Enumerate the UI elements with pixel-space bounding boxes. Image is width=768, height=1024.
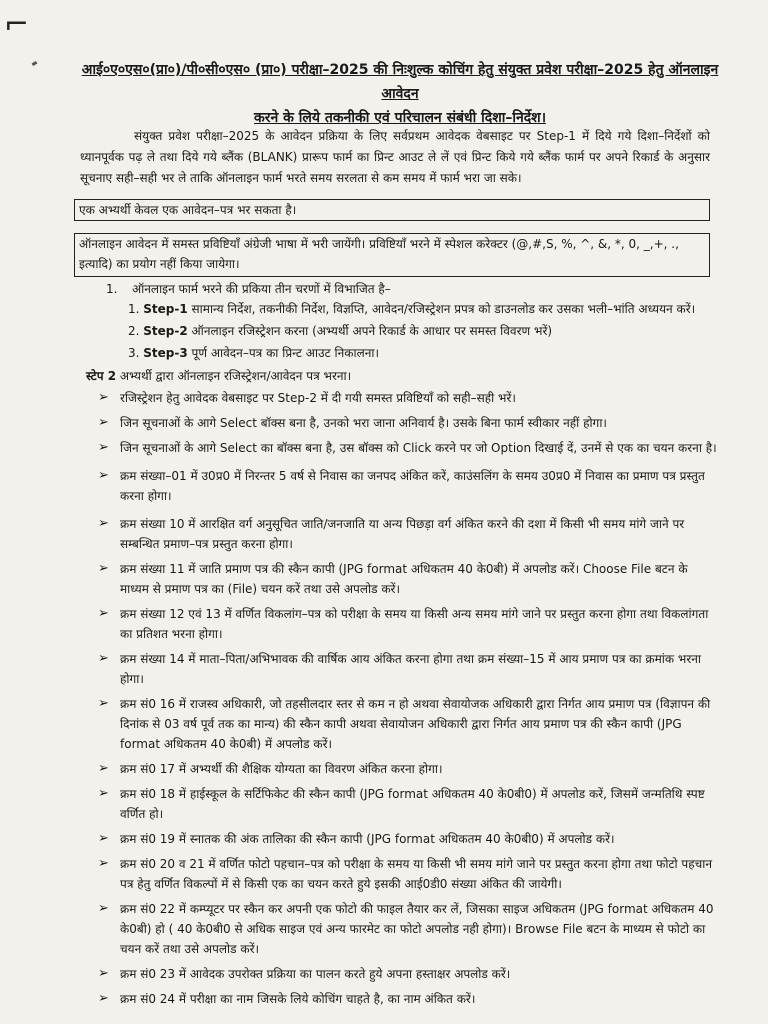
- step-number: 3.: [128, 346, 140, 360]
- list-item-text: जिन सूचनाओं के आगे Select का बॉक्स बना है, उस बॉक्स को Click करने पर जो Option दिखाई दें, उनमें से एक का चयन करना है।: [120, 441, 717, 455]
- arrow-bullet-icon: ➢: [98, 415, 109, 430]
- arrow-bullet-icon: ➢: [98, 856, 109, 871]
- step-label: Step-2: [143, 324, 188, 338]
- step-item: [128, 342, 688, 364]
- list-item-text: क्रम सं0 19 में स्नातक की अंक तालिका की स्कैन कापी (JPG format अधिकतम 40 के0बी0) में अपलोड करें।: [120, 832, 615, 846]
- list-item: [98, 899, 718, 959]
- list-item: [98, 559, 718, 599]
- list-item-text: क्रम सं0 22 में कम्प्यूटर पर स्कैन कर अपनी एक फोटो की फाइल तैयार कर लें, जिसका साइज अधिकतम (JPG format अधिकतम 40 के0बी) हो ( 40 के0बी0 से अधिक साइज एवं अन्य फारमेट का फोटो अपलोड नही होगा)। Browse File बटन के माध्यम से फोटो का चयन करें तथा उसे अपलोड करें।: [120, 902, 714, 956]
- steps-heading-text: ऑनलाइन फार्म भरने की प्रकिया तीन चरणों में विभाजित है–: [132, 282, 391, 296]
- step-text: सामान्य निर्देश, तकनीकी निर्देश, विज्ञप्ति, आवेदन/रजिस्ट्रेशन प्रपत्र को डाउनलोड कर उसका भली–भांति अध्ययन करें।: [191, 302, 696, 316]
- list-item-text: जिन सूचनाओं के आगे Select बॉक्स बना है, उनको भरा जाना अनिवार्य है। उसके बिना फार्म स्वीकार नहीं होगा।: [120, 416, 607, 430]
- list-item: [98, 854, 718, 894]
- list-item-text: क्रम संख्या–01 में उ0प्र0 में निरन्तर 5 वर्ष से निवास का जनपद अंकित करें, काउंसलिंग के समय उ0प्र0 में निवास का प्रमाण पत्र प्रस्तुत करना होगा।: [120, 469, 705, 503]
- title-line-1: आई०ए०एस०(प्रा०)/पी०सी०एस० (प्रा०) परीक्षा–2025 की निःशुल्क कोचिंग हेतु संयुक्त प्रवेश परीक्षा–2025 हेतु ऑनलाइन आवेदन: [81, 62, 719, 102]
- arrow-bullet-icon: ➢: [98, 786, 109, 801]
- instruction-list: [98, 388, 718, 1014]
- corner-bracket-mark: ⌐: [4, 7, 30, 42]
- arrow-bullet-icon: ➢: [98, 516, 109, 531]
- list-item: [98, 694, 718, 754]
- step-label: Step-3: [143, 346, 188, 360]
- note-box-single-application: एक अभ्यर्थी केवल एक आवेदन–पत्र भर सकता है।: [74, 199, 710, 221]
- step-text: पूर्ण आवेदन–पत्र का प्रिन्ट आउट निकालना।: [191, 346, 380, 360]
- intro-paragraph: संयुक्त प्रवेश परीक्षा–2025 के आवेदन प्रक्रिया के लिए सर्वप्रथम आवेदक वेबसाइट पर Step-1 में दिये गये दिशा–निर्देशों को ध्यानपूर्वक पढ़ ले तथा दिये गये ब्लैंक (BLANK) प्रारूप फार्म का प्रिन्ट आउट ले लें एवं प्रिन्ट किये गये ब्लैंक फार्म पर अपने रिकार्ड के अनुसार सूचनाए सही–सही भर ले ताकि ऑनलाइन फार्म भरते समय सरलता से कम समय में फार्म भरा जा सके।: [80, 129, 710, 185]
- list-item: [98, 413, 718, 433]
- arrow-bullet-icon: ➢: [98, 761, 109, 776]
- section-label: स्टेप 2: [86, 369, 117, 383]
- steps-heading-number: 1.: [106, 282, 118, 296]
- list-item: [98, 964, 718, 984]
- list-item: [98, 784, 718, 824]
- corner-dot-mark: [32, 61, 38, 66]
- list-item: [98, 438, 718, 458]
- arrow-bullet-icon: ➢: [98, 390, 109, 405]
- arrow-bullet-icon: ➢: [98, 991, 109, 1006]
- title-line-2: करने के लिये तकनीकी एवं परिचालन संबंधी दिशा–निर्देश।: [253, 110, 547, 126]
- list-item-text: क्रम सं0 23 में आवेदक उपरोक्त प्रक्रिया का पालन करते हुये अपना हस्ताक्षर अपलोड करें।: [120, 967, 511, 981]
- list-item-text: क्रम संख्या 12 एवं 13 में वर्णित विकलांग–पत्र को परीक्षा के समय या किसी अन्य समय मांगे जाने पर प्रस्तुत करना होगा तथा विकलांगता का प्रतिशत भरना होगा।: [120, 607, 709, 641]
- steps-list: [128, 298, 696, 364]
- list-item-text: क्रम संख्या 10 में आरक्षित वर्ग अनुसूचित जाति/जनजाति या अन्य पिछड़ा वर्ग अंकित करने की दशा में किसी भी समय मांगे जाने पर सम्बन्धित प्रमाण–पत्र प्रस्तुत करना होगा।: [120, 517, 685, 551]
- list-item: [98, 466, 718, 506]
- note-box-english-entries: ऑनलाइन आवेदन में समस्त प्रविष्टियाँ अंग्रेजी भाषा में भरी जायेंगी। प्रविष्टियाँ भरने में स्पेशल करेक्टर (@,#,S, %, ^, &, *, 0, _,+, ., इत्यादि) का प्रयोग नहीं किया जायेगा।: [74, 233, 710, 277]
- list-item: [98, 514, 718, 554]
- list-item: [98, 989, 718, 1009]
- step-number: 2.: [128, 324, 140, 338]
- arrow-bullet-icon: ➢: [98, 561, 109, 576]
- list-item-text: क्रम संख्या 14 में माता–पिता/अभिभावक की वार्षिक आय अंकित करना होगा तथा क्रम संख्या–15 में आय प्रमाण पत्र का क्रमांक भरना होगा।: [120, 652, 702, 686]
- list-item: [98, 829, 718, 849]
- list-item-text: क्रम सं0 17 में अभ्यर्थी की शैक्षिक योग्यता का विवरण अंकित करना होगा।: [120, 762, 443, 776]
- arrow-bullet-icon: ➢: [98, 440, 109, 455]
- step-number: 1.: [128, 302, 140, 316]
- step-item: [128, 298, 696, 320]
- arrow-bullet-icon: ➢: [98, 696, 109, 711]
- step-label: Step-1: [143, 302, 188, 316]
- list-item-text: क्रम सं0 18 में हाईस्कूल के सर्टिफिकेट की स्कैन कापी (JPG format अधिकतम 40 के0बी0) में अपलोड करें, जिसमें जन्मतिथि स्पष्ट वर्णित हो।: [120, 787, 705, 821]
- arrow-bullet-icon: ➢: [98, 606, 109, 621]
- list-item-text: क्रम संख्या 11 में जाति प्रमाण पत्र की स्कैन कापी (JPG format अधिकतम 40 के0बी) में अपलोड करें। Choose File बटन के माध्यम से प्रमाण पत्र का (File) चयन करें तथा उसे अपलोड करें।: [120, 562, 688, 596]
- list-item: [98, 388, 718, 408]
- list-item-text: क्रम सं0 24 में परीक्षा का नाम जिसके लिये कोचिंग चाहते है, का नाम अंकित करें।: [120, 992, 476, 1006]
- section-text: अभ्यर्थी द्वारा ऑनलाइन रजिस्ट्रेशन/आवेदन पत्र भरना।: [119, 369, 352, 383]
- step-text: ऑनलाइन रजिस्ट्रेशन करना (अभ्यर्थी अपने रिकार्ड के आधार पर समस्त विवरण भरें): [191, 324, 553, 338]
- arrow-bullet-icon: ➢: [98, 966, 109, 981]
- list-item: [98, 604, 718, 644]
- list-item-text: रजिस्ट्रेशन हेतु आवेदक वेबसाइट पर Step-2 में दी गयी समस्त प्रविष्टियाँ को सही–सही भरें।: [120, 391, 516, 405]
- arrow-bullet-icon: ➢: [98, 651, 109, 666]
- steps-heading: [106, 280, 391, 298]
- page-title: [80, 58, 720, 130]
- arrow-bullet-icon: ➢: [98, 831, 109, 846]
- arrow-bullet-icon: ➢: [98, 468, 109, 483]
- arrow-bullet-icon: ➢: [98, 901, 109, 916]
- step-item: [128, 320, 688, 342]
- section-heading: [86, 367, 351, 385]
- list-item: [98, 759, 718, 779]
- list-item-text: क्रम सं0 16 में राजस्व अधिकारी, जो तहसीलदार स्तर से कम न हो अथवा सेवायोजक अधिकारी द्वारा निर्गत आय प्रमाण पत्र (विज्ञापन की दिनांक से 03 वर्ष पूर्व तक का मान्य) की स्कैन कापी अथवा सेवायोजन अधिकारी द्वारा निर्गत आय प्रमाण पत्र की स्कैन कापी (JPG format अधिकतम 40 के0बी) में अपलोड करें।: [120, 697, 711, 751]
- list-item: [98, 649, 718, 689]
- list-item-text: क्रम सं0 20 व 21 में वर्णित फोटो पहचान–पत्र को परीक्षा के समय या किसी भी समय मांगे जाने पर प्रस्तुत करना होगा तथा फोटो पहचान पत्र हेतु वर्णित विकल्पों में से किसी एक का चयन करते हुये इसकी आई0डी0 संख्या अंकित की जायेगी।: [120, 857, 713, 891]
